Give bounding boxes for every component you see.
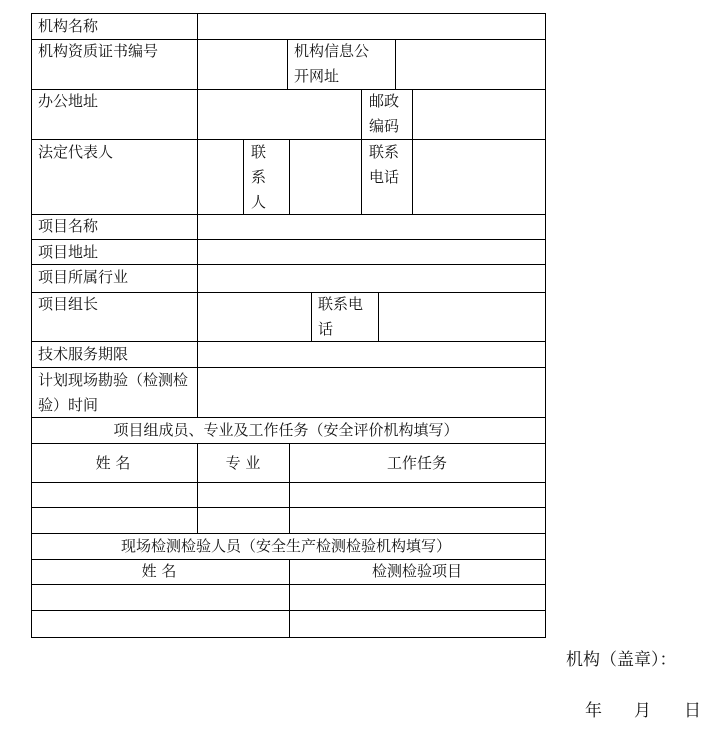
inspect-row-2-item[interactable] <box>289 610 546 638</box>
team-col-major-header: 专 业 <box>225 454 261 472</box>
leader-phone-label-line2: 话 <box>318 320 334 338</box>
team-col-name-header: 姓 名 <box>95 454 131 472</box>
project-addr-label: 项目地址 <box>38 243 99 261</box>
inspect-col-item-header: 检测检验项目 <box>371 562 463 580</box>
month-label: 月 <box>634 701 651 721</box>
office-addr-label: 办公地址 <box>38 92 99 110</box>
team-row-1-name[interactable] <box>31 482 198 508</box>
postcode-label-line1: 邮政 <box>369 92 400 110</box>
cert-no-label: 机构资质证书编号 <box>38 42 159 60</box>
team-row-2-major[interactable] <box>197 507 290 534</box>
inspect-row-2-name[interactable] <box>31 610 290 638</box>
team-section-title: 项目组成员、专业及工作任务（安全评价机构填写） <box>113 421 459 439</box>
cell-org-name-value[interactable] <box>197 13 546 40</box>
inspect-section-title: 现场检测检验人员（安全生产检测检验机构填写） <box>120 537 452 555</box>
cell-service-period-value[interactable] <box>197 341 546 368</box>
contact-label-char3: 人 <box>251 193 267 211</box>
cell-postcode-value[interactable] <box>412 89 546 140</box>
contact-label-char1: 联 <box>251 143 267 161</box>
cell-project-industry-value[interactable] <box>197 264 546 293</box>
year-label: 年 <box>585 701 602 721</box>
cell-project-name-value[interactable] <box>197 214 546 240</box>
team-row-1-task[interactable] <box>289 482 546 508</box>
inspect-col-name-header: 姓 名 <box>141 562 177 580</box>
cell-project-leader-value[interactable] <box>197 292 312 342</box>
cell-survey-time-value[interactable] <box>197 367 546 418</box>
contact-phone-label-line2: 电话 <box>369 168 400 186</box>
org-name-label: 机构名称 <box>38 17 99 35</box>
service-period-label: 技术服务期限 <box>38 345 129 363</box>
cell-project-addr-value[interactable] <box>197 239 546 265</box>
cell-contact-value[interactable] <box>289 139 362 215</box>
inspect-row-1-item[interactable] <box>289 584 546 611</box>
cell-info-url-value[interactable] <box>395 39 546 90</box>
cell-legal-rep-value[interactable] <box>197 139 244 215</box>
team-row-2-name[interactable] <box>31 507 198 534</box>
info-url-label-line1: 机构信息公 <box>294 42 370 60</box>
project-industry-label: 项目所属行业 <box>38 268 129 286</box>
cell-office-addr-value[interactable] <box>197 89 362 140</box>
day-label: 日 <box>684 701 701 721</box>
contact-label-char2: 系 <box>251 168 267 186</box>
contact-phone-label-line1: 联系 <box>369 143 400 161</box>
registration-form <box>31 13 546 638</box>
inspect-row-1-name[interactable] <box>31 584 290 611</box>
cell-leader-phone-value[interactable] <box>378 292 546 342</box>
org-seal-label: 机构（盖章）： <box>566 650 677 670</box>
project-leader-label: 项目组长 <box>38 295 99 313</box>
team-col-task-header: 工作任务 <box>386 454 448 472</box>
survey-time-label-line1: 计划现场勘验（检测检 <box>38 371 189 389</box>
leader-phone-label-line1: 联系电 <box>318 295 364 313</box>
info-url-label-line2: 开网址 <box>294 67 340 85</box>
cell-contact-phone-value[interactable] <box>412 139 546 215</box>
survey-time-label-line2: 验）时间 <box>38 396 99 414</box>
team-row-1-major[interactable] <box>197 482 290 508</box>
team-row-2-task[interactable] <box>289 507 546 534</box>
legal-rep-label: 法定代表人 <box>38 143 114 161</box>
postcode-label-line2: 编码 <box>369 117 400 135</box>
cell-cert-no-value[interactable] <box>197 39 288 90</box>
project-name-label: 项目名称 <box>38 217 99 235</box>
